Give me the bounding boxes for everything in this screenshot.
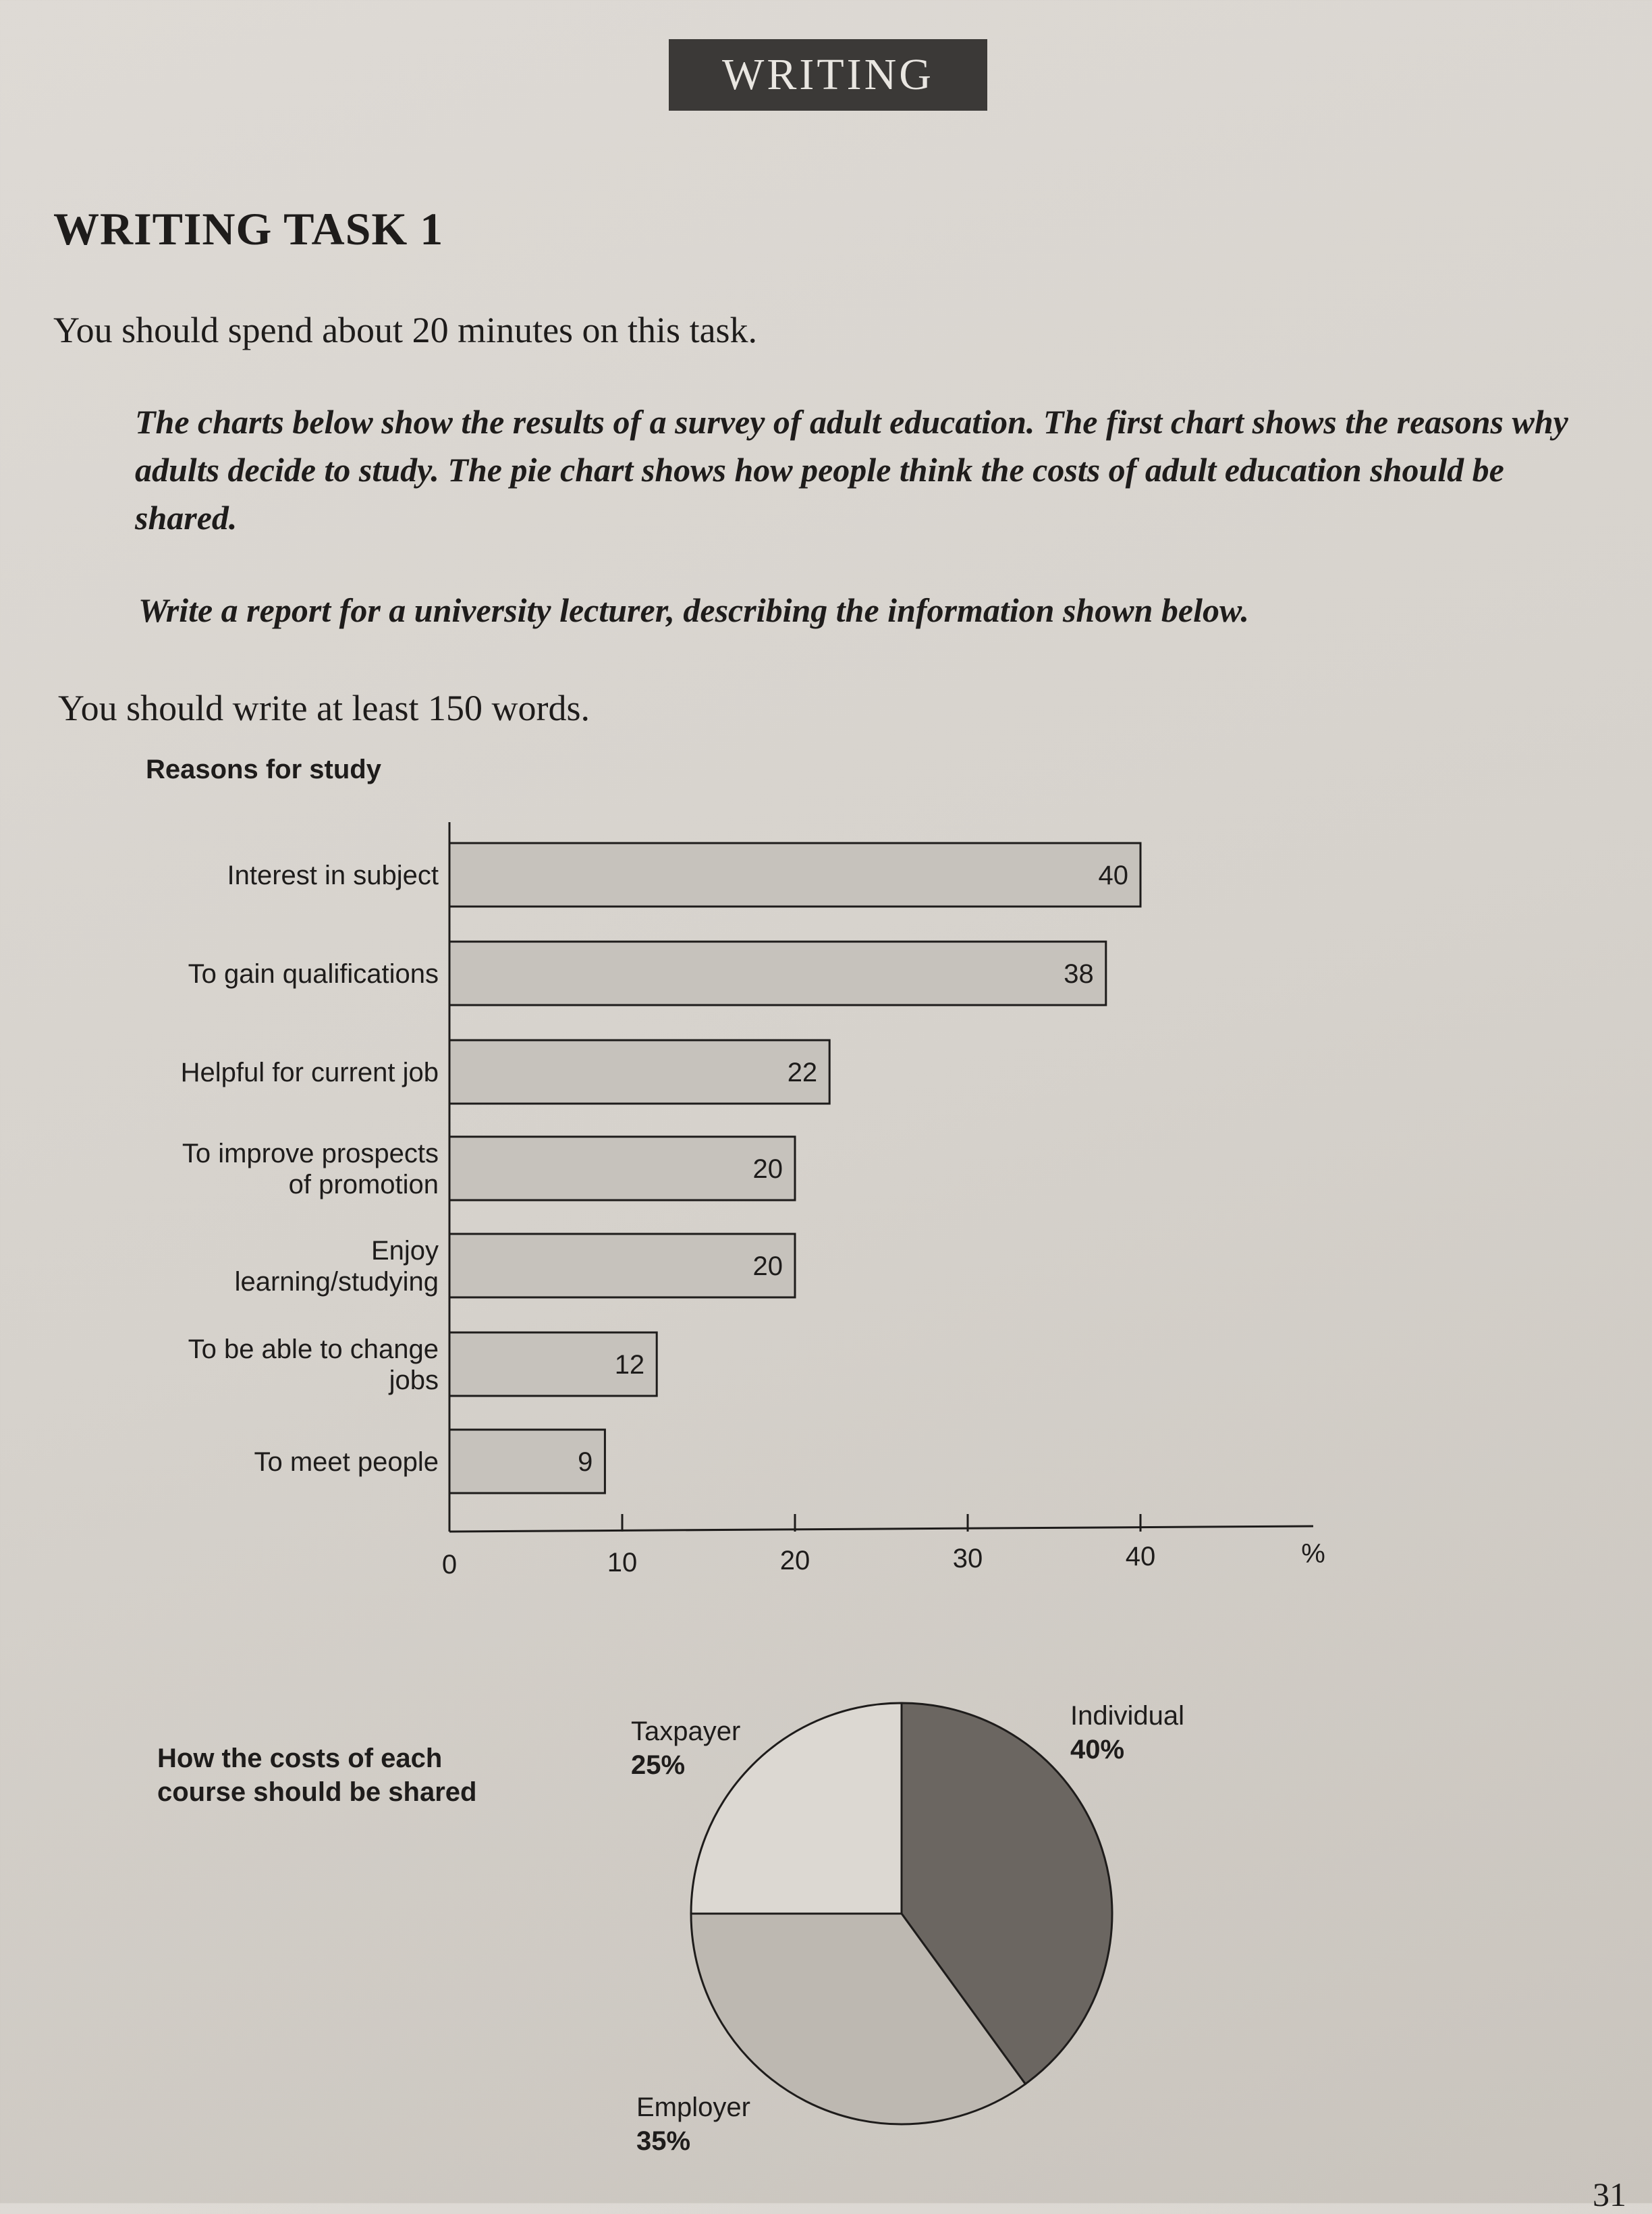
bar-value-label: 22 xyxy=(787,1058,818,1087)
x-tick-label: 0 xyxy=(441,1550,458,1580)
x-tick-label: 40 xyxy=(1125,1542,1156,1571)
bar xyxy=(449,942,1106,1005)
bar-value-label: 12 xyxy=(614,1350,645,1380)
bar-value-label: 20 xyxy=(752,1154,783,1184)
task-title: WRITING TASK 1 xyxy=(53,203,444,254)
pie-value-label: 40% xyxy=(1070,1735,1125,1764)
pie-label: Individual xyxy=(1070,1701,1185,1731)
task-prompt: The charts below show the results of a survey of adult education. The first chart shows the reasons why adults decide to study. The pie chart shows how people think the costs of adult education should be shared. xyxy=(135,403,1568,537)
pie-value-label: 25% xyxy=(631,1750,686,1780)
x-tick-label: 20 xyxy=(779,1546,810,1575)
task-instruction: Write a report for a university lecturer, describing the information shown below. xyxy=(138,591,1249,629)
bar-value-label: 9 xyxy=(578,1447,593,1477)
category-label: To improve prospects xyxy=(182,1139,439,1168)
pie-label: Employer xyxy=(636,2092,750,2122)
bar xyxy=(449,843,1140,907)
section-banner: WRITING xyxy=(669,39,987,111)
category-label: To gain qualifications xyxy=(188,959,439,989)
page-number: 31 xyxy=(1593,2176,1626,2213)
bar-value-label: 38 xyxy=(1064,959,1094,989)
pie-value-label: 35% xyxy=(636,2126,691,2156)
category-label: Interest in subject xyxy=(227,861,439,890)
category-label: jobs xyxy=(389,1366,439,1395)
pie-label: Taxpayer xyxy=(631,1717,741,1746)
category-label: learning/studying xyxy=(234,1267,439,1297)
bar-value-label: 20 xyxy=(752,1251,783,1281)
bar xyxy=(449,1137,795,1200)
x-axis-line xyxy=(449,1526,1313,1532)
bar-chart-title: Reasons for study xyxy=(146,755,381,784)
word-count-note: You should write at least 150 words. xyxy=(58,688,590,728)
category-label: To meet people xyxy=(254,1447,439,1477)
x-axis-unit-label: % xyxy=(1301,1539,1325,1569)
category-label: Enjoy xyxy=(370,1236,439,1266)
pie-chart-title: How the costs of each course should be shared xyxy=(157,1744,477,1807)
category-label: Helpful for current job xyxy=(180,1058,439,1087)
category-label: To be able to change xyxy=(188,1334,439,1364)
bar-value-label: 40 xyxy=(1098,861,1128,890)
x-tick-label: 30 xyxy=(952,1544,983,1573)
category-label: of promotion xyxy=(288,1170,439,1199)
x-tick-label: 10 xyxy=(607,1548,638,1577)
bar xyxy=(449,1234,795,1297)
bar xyxy=(449,1040,829,1104)
time-note: You should spend about 20 minutes on this task. xyxy=(53,310,758,350)
